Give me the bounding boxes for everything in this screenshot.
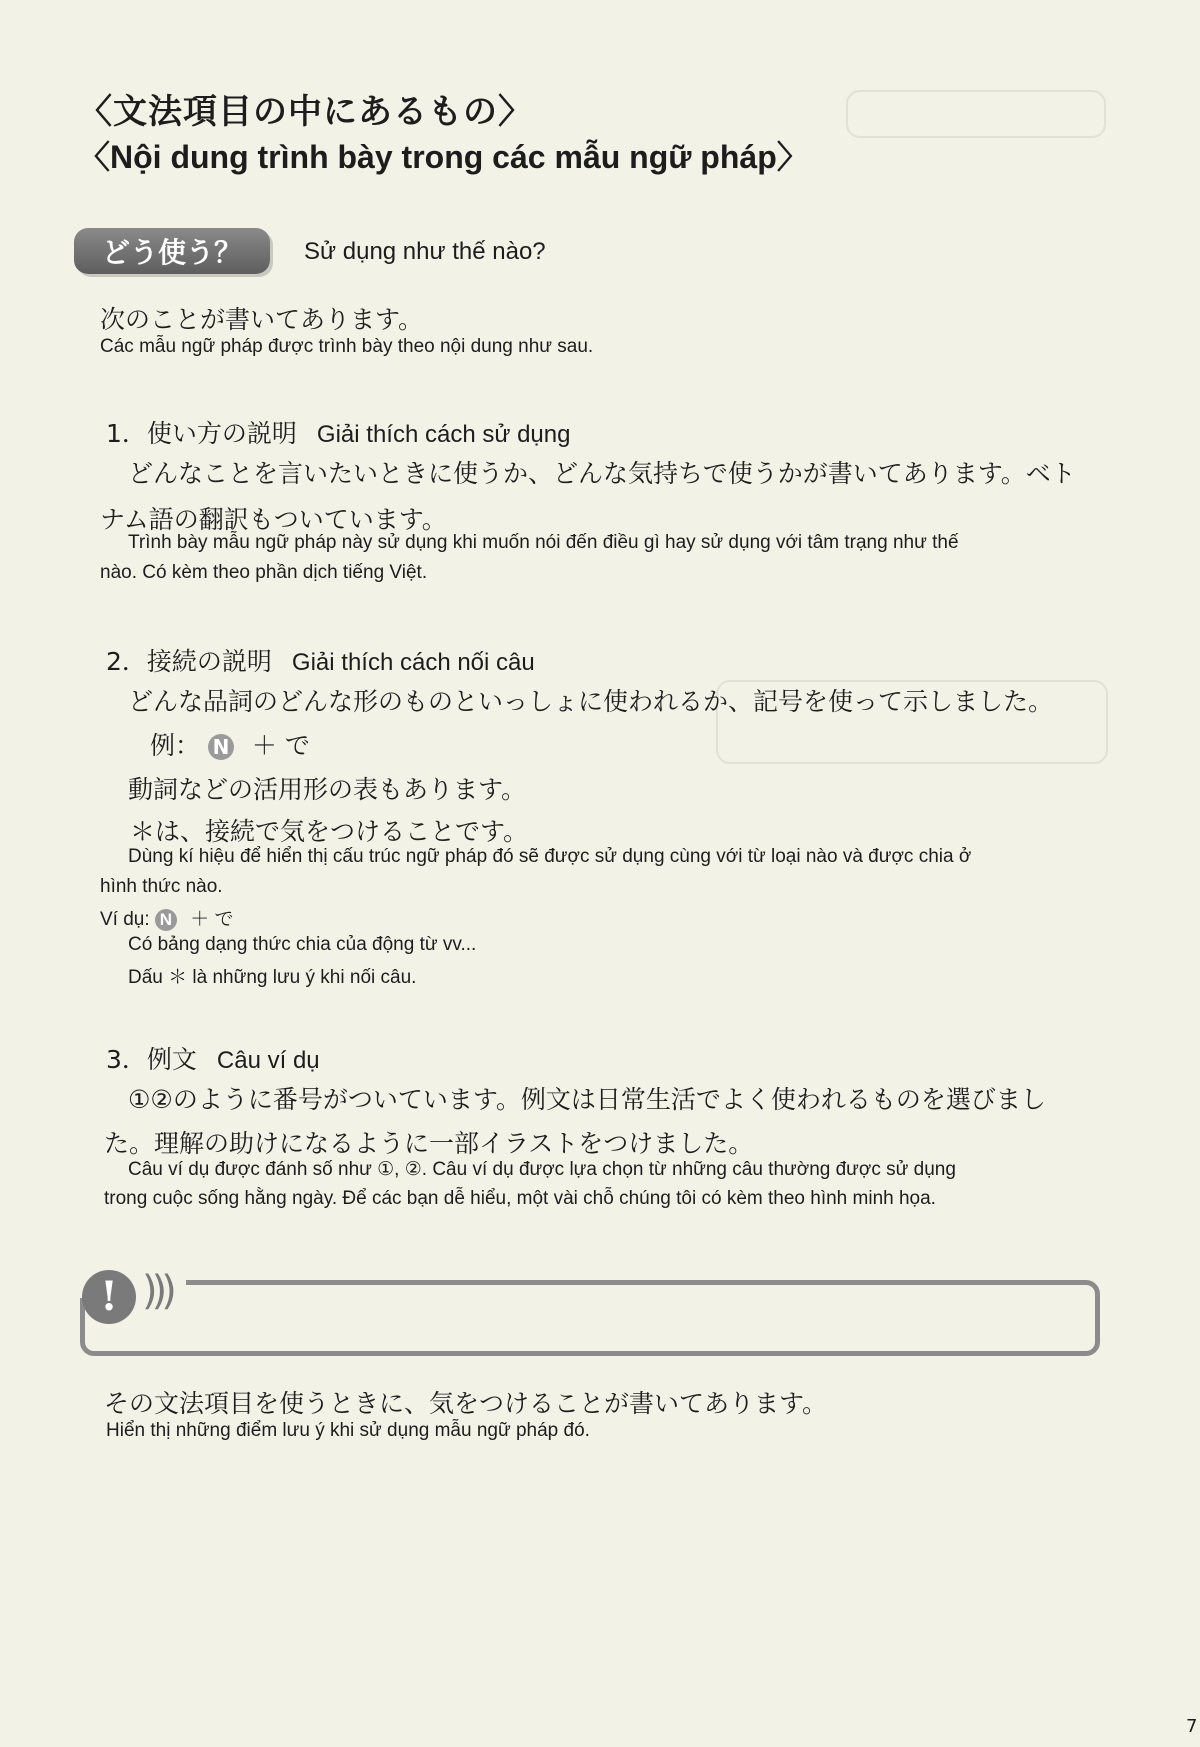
- section2-body-jp-3: ＊は、接続で気をつけることです。: [130, 817, 529, 846]
- page-title-jp: 〈文法項目の中にあるもの〉: [78, 92, 533, 132]
- section2-heading-jp: 接続の説明: [146, 647, 272, 676]
- notice-box: [80, 1280, 1100, 1356]
- section1-heading: [106, 414, 570, 450]
- noun-symbol-icon: N: [208, 734, 234, 760]
- section3-number: 3．: [106, 1045, 147, 1074]
- section2-example-jp: [150, 726, 310, 762]
- section3-body-vi-1: Câu ví dụ được đánh số như ①, ②. Câu ví dụ được lựa chọn từ những câu thường được sử dụng: [128, 1159, 956, 1180]
- section1-number: 1．: [106, 419, 147, 448]
- exclamation-icon: !: [82, 1270, 136, 1324]
- page-number: 7: [1186, 1716, 1198, 1737]
- section2-body-jp-1: どんな品詞のどんな形のものといっしょに使われるか、記号を使って示しました。: [128, 687, 1054, 716]
- intro-vi: Các mẫu ngữ pháp được trình bày theo nội dung như sau.: [100, 336, 594, 357]
- usage-badge-translation: Sử dụng như thế nào?: [304, 238, 546, 265]
- section2-body-vi-4: Dấu ＊ là những lưu ý khi nối câu.: [128, 967, 417, 988]
- bleed-through-box: [846, 90, 1106, 138]
- example-rest-vi: ＋ で: [190, 909, 234, 930]
- page-title-vi: 〈Nội dung trình bày trong các mẫu ngữ pháp〉: [78, 139, 809, 175]
- section2-number: 2．: [106, 647, 147, 676]
- usage-badge: どう使う？: [74, 228, 270, 274]
- section1-body-jp-1: どんなことを言いたいときに使うか、どんな気持ちで使うかが書いてあります。ベト: [128, 459, 1076, 488]
- section3-body-jp-2: た。理解の助けになるように一部イラストをつけました。: [104, 1129, 754, 1158]
- section2-heading-vi: Giải thích cách nối câu: [291, 649, 535, 676]
- section2-body-vi-2: hình thức nào.: [100, 876, 223, 897]
- notice-body-vi: Hiển thị những điểm lưu ý khi sử dụng mẫu ngữ pháp đó.: [106, 1420, 590, 1441]
- section3-heading: [106, 1040, 320, 1076]
- section1-body-vi-1: Trình bày mẫu ngữ pháp này sử dụng khi muốn nói đến điều gì hay sử dụng với tâm trạng như thế: [128, 532, 959, 553]
- section1-body-jp-2: ナム語の翻訳もついています。: [100, 505, 447, 534]
- example-rest: ＋ で: [251, 731, 310, 760]
- section2-body-vi-1: Dùng kí hiệu để hiển thị cấu trúc ngữ pháp đó sẽ được sử dụng cùng với từ loại nào và được chia ở: [128, 846, 972, 867]
- section3-heading-vi: Câu ví dụ: [216, 1047, 320, 1074]
- section3-body-vi-2: trong cuộc sống hằng ngày. Để các bạn dễ hiểu, một vài chỗ chúng tôi có kèm theo hình minh họa.: [104, 1188, 936, 1209]
- intro-jp: 次のことが書いてあります。: [100, 305, 424, 334]
- section3-body-jp-1: ①②のように番号がついています。例文は日常生活でよく使われるものを選びまし: [128, 1085, 1046, 1114]
- section2-heading: [106, 642, 535, 678]
- section2-body-vi-3: Có bảng dạng thức chia của động từ vv...: [128, 934, 477, 955]
- section2-example-vi: [100, 904, 234, 931]
- noun-symbol-icon: N: [155, 909, 177, 931]
- section1-heading-jp: 使い方の説明: [146, 419, 297, 448]
- section1-body-vi-2: nào. Có kèm theo phần dịch tiếng Việt.: [100, 562, 428, 583]
- sound-waves-icon: ))): [142, 1268, 171, 1314]
- notice-body-jp: その文法項目を使うときに、気をつけることが書いてあります。: [104, 1389, 828, 1418]
- section3-heading-jp: 例文: [146, 1045, 197, 1074]
- section1-heading-vi: Giải thích cách sử dụng: [316, 421, 571, 448]
- section2-body-jp-2: 動詞などの活用形の表もあります。: [128, 775, 527, 804]
- example-label-jp: 例：: [150, 731, 201, 760]
- example-label-vi: Ví dụ:: [100, 909, 150, 930]
